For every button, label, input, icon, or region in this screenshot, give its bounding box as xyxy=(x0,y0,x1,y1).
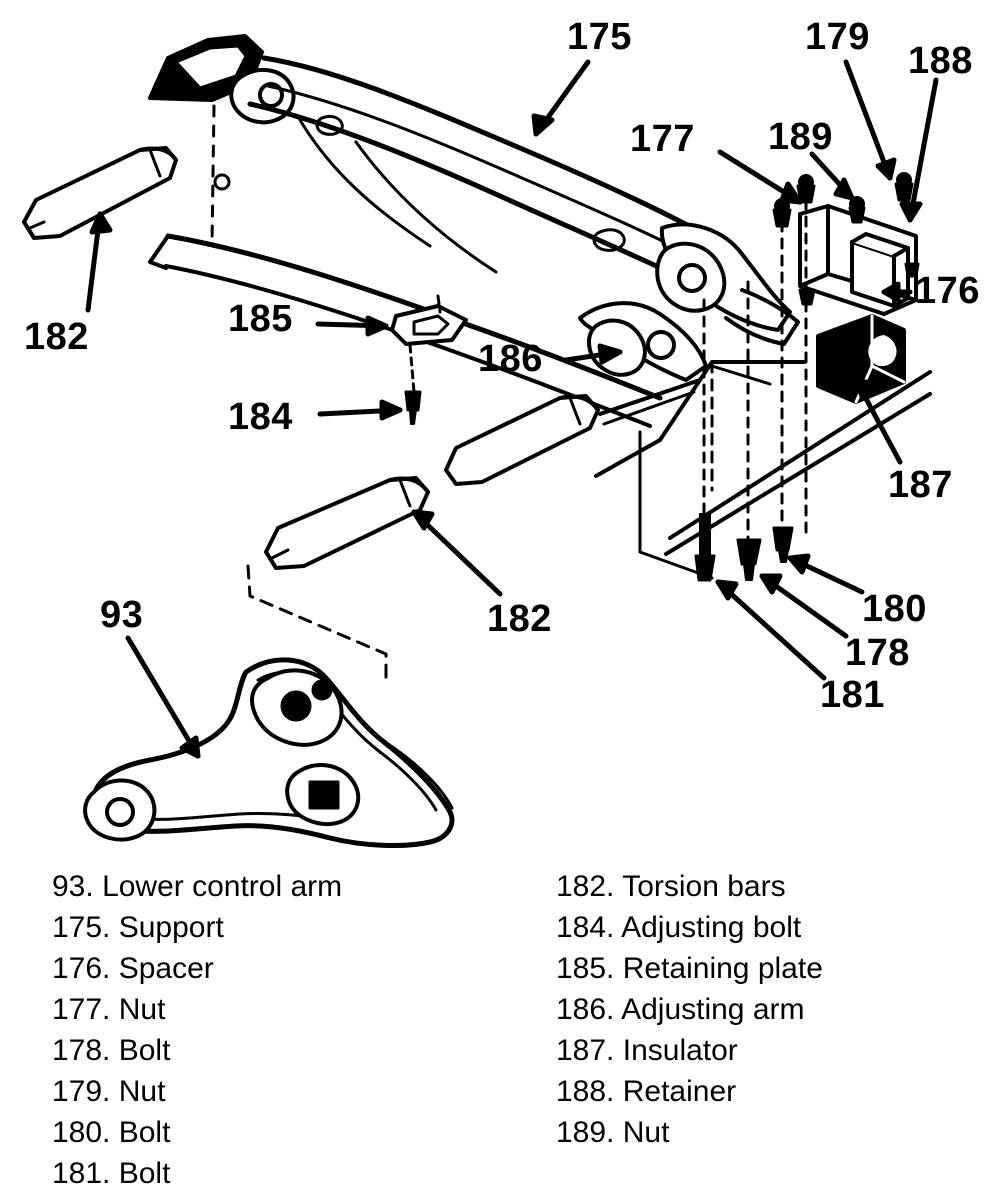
legend-number: 184. xyxy=(556,911,615,944)
legend-number: 175. xyxy=(52,911,111,944)
legend-label: Bolt xyxy=(118,1116,171,1149)
callout-179: 179 xyxy=(805,16,870,58)
legend-label: Adjusting arm xyxy=(621,993,805,1026)
legend-item xyxy=(556,1071,823,1112)
legend-item xyxy=(556,1030,823,1071)
legend-item xyxy=(556,989,823,1030)
legend-number: 178. xyxy=(52,1034,111,1067)
legend-item xyxy=(52,1112,342,1153)
callout-182-lower: 182 xyxy=(487,598,552,640)
legend-item xyxy=(556,1112,823,1153)
legend-number: 182. xyxy=(556,870,615,903)
legend-label: Spacer xyxy=(118,952,214,985)
legend-number: 187. xyxy=(556,1034,615,1067)
callout-176: 176 xyxy=(915,270,980,312)
callout-186: 186 xyxy=(478,338,543,380)
legend-column-left xyxy=(52,866,342,1194)
legend-number: 180. xyxy=(52,1116,111,1149)
callout-180: 180 xyxy=(862,588,927,630)
adjusting-arm-part-186 xyxy=(580,303,706,380)
callout-189: 189 xyxy=(768,116,833,158)
legend-number: 186. xyxy=(556,993,615,1026)
legend-label: Bolt xyxy=(118,1034,171,1067)
legend-number: 93. xyxy=(52,870,94,903)
legend-item xyxy=(556,907,823,948)
legend-label: Lower control arm xyxy=(102,870,343,903)
legend-number: 189. xyxy=(556,1116,615,1149)
leader-lines xyxy=(88,62,936,756)
legend-item xyxy=(52,1153,342,1194)
legend-item xyxy=(52,866,342,907)
torsion-bar-lower-part-182 xyxy=(266,478,428,568)
torsion-bar-middle-part-182 xyxy=(446,380,700,484)
legend-label: Bolt xyxy=(118,1157,171,1190)
callout-187: 187 xyxy=(888,464,953,506)
legend-item xyxy=(52,948,342,989)
legend-label: Nut xyxy=(622,1116,670,1149)
legend xyxy=(0,866,1000,1196)
legend-number: 179. xyxy=(52,1075,111,1108)
lower-control-arm-part-93 xyxy=(85,660,452,846)
legend-label: Nut xyxy=(118,1075,166,1108)
callout-188: 188 xyxy=(908,40,973,82)
legend-number: 185. xyxy=(556,952,615,985)
legend-label: Nut xyxy=(118,993,166,1026)
callout-185: 185 xyxy=(228,298,293,340)
legend-label: Insulator xyxy=(622,1034,738,1067)
legend-item xyxy=(52,989,342,1030)
legend-label: Torsion bars xyxy=(622,870,786,903)
bolt-bottom-fasteners xyxy=(696,514,792,580)
legend-item xyxy=(556,866,823,907)
callout-177: 177 xyxy=(630,118,695,160)
callout-178: 178 xyxy=(845,632,910,674)
legend-label: Retaining plate xyxy=(622,952,823,985)
callout-175: 175 xyxy=(567,16,632,58)
legend-label: Adjusting bolt xyxy=(621,911,802,944)
legend-item xyxy=(52,907,342,948)
legend-number: 188. xyxy=(556,1075,615,1108)
callout-93: 93 xyxy=(100,594,144,636)
legend-item xyxy=(556,948,823,989)
callout-181: 181 xyxy=(820,674,885,716)
callout-182-upper: 182 xyxy=(24,316,89,358)
callout-184: 184 xyxy=(228,396,293,438)
legend-number: 176. xyxy=(52,952,111,985)
legend-label: Support xyxy=(118,911,224,944)
legend-number: 177. xyxy=(52,993,111,1026)
legend-column-right xyxy=(556,866,823,1153)
legend-item xyxy=(52,1030,342,1071)
legend-item xyxy=(52,1071,342,1112)
legend-number: 181. xyxy=(52,1157,111,1190)
legend-label: Retainer xyxy=(622,1075,737,1108)
adjusting-bolt-part-184 xyxy=(406,345,420,424)
